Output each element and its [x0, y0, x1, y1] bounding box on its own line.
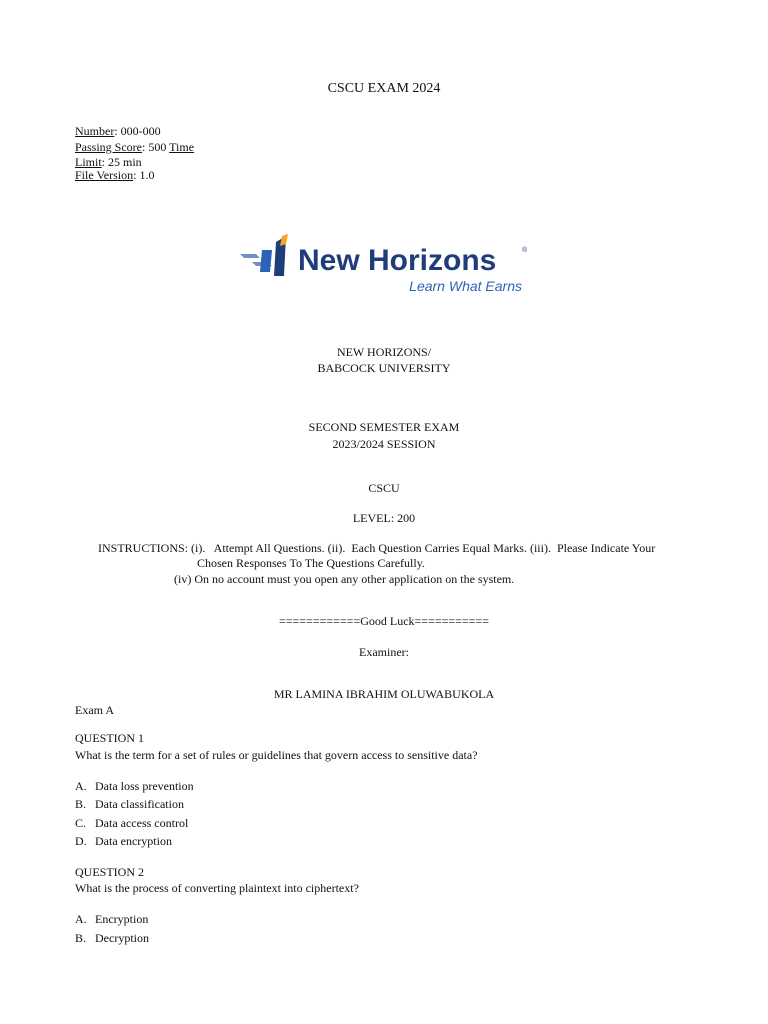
number-value: : 000-000: [114, 124, 161, 138]
question-1-option-b[interactable]: B. Data classification: [75, 797, 184, 811]
question-2-option-a[interactable]: A. Encryption: [75, 912, 149, 926]
file-version-label: File Version: [75, 168, 134, 182]
question-2-option-b[interactable]: B. Decryption: [75, 931, 149, 945]
question-2-text: What is the process of converting plaintext into ciphertext?: [75, 881, 359, 895]
level-label: LEVEL: 200: [352, 511, 416, 525]
time-limit: [75, 155, 142, 169]
semester-label: SECOND SEMESTER EXAM: [308, 420, 460, 434]
new-horizons-logo: [238, 232, 534, 296]
instructions-line-1: INSTRUCTIONS: (i). Attempt All Questions. (ii). Each Question Carries Equal Marks. (iii). Please Indicate Your: [98, 541, 656, 555]
limit-label: Limit: [75, 155, 102, 169]
course-code: CSCU: [368, 481, 400, 495]
page-title: CSCU EXAM 2024: [327, 81, 441, 96]
session-label: 2023/2024 SESSION: [332, 437, 436, 451]
institution-line-2: BABCOCK UNIVERSITY: [317, 361, 451, 375]
number-label: Number: [75, 124, 115, 138]
instructions-line-2: Chosen Responses To The Questions Carefully.: [197, 556, 425, 570]
passing-score-value: : 500: [142, 140, 170, 154]
passing-score-label: Passing Score: [75, 140, 142, 154]
institution-line-1: NEW HORIZONS/: [336, 345, 432, 359]
file-version: [75, 168, 154, 182]
question-2-heading: QUESTION 2: [75, 865, 144, 879]
file-version-value: : 1.0: [133, 168, 155, 182]
examiner-label: Examiner:: [359, 645, 409, 659]
logo-orange-accent: [280, 234, 288, 246]
limit-value: : 25 min: [101, 155, 142, 169]
logo-mark: [238, 232, 534, 296]
logo-registered: ®: [522, 247, 528, 254]
question-1-option-c[interactable]: C. Data access control: [75, 816, 189, 830]
time-label: Time: [169, 140, 195, 154]
logo-name: New Horizons: [298, 244, 497, 277]
exam-number: [75, 124, 161, 138]
logo-tagline: Learn What Earns: [409, 278, 522, 294]
logo-stroke-1: [240, 254, 260, 258]
question-1-text: What is the term for a set of rules or guidelines that govern access to sensitive data?: [75, 748, 478, 762]
question-1-option-d[interactable]: D. Data encryption: [75, 834, 172, 848]
question-1-option-a[interactable]: A. Data loss prevention: [75, 779, 194, 793]
question-1-heading: QUESTION 1: [75, 731, 144, 745]
examiner-name: MR LAMINA IBRAHIM OLUWABUKOLA: [273, 687, 495, 701]
logo-stroke-3: [260, 250, 272, 272]
instructions-line-3: (iv) On no account must you open any other application on the system.: [174, 572, 515, 586]
good-luck-banner: ============Good Luck===========: [279, 614, 489, 628]
passing-score: [75, 140, 194, 154]
exam-section-label: Exam A: [75, 703, 114, 717]
